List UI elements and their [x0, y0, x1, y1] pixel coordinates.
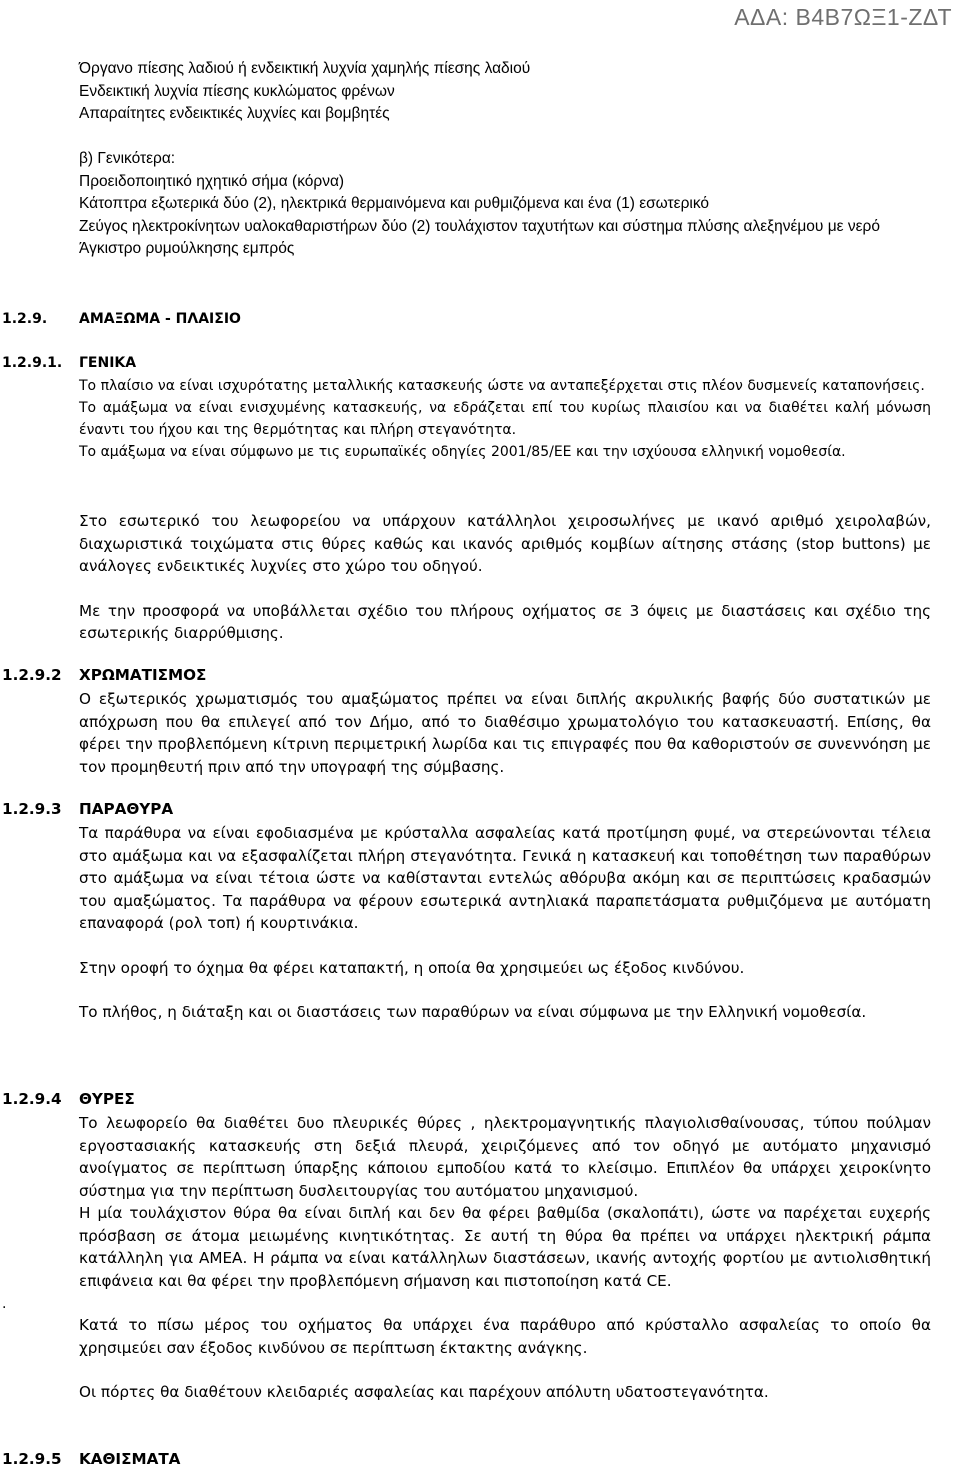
section-number: 1.2.9.3 — [2, 800, 62, 818]
section-body-1-2-9-1-large — [79, 510, 931, 645]
paragraph: Με την προσφορά να υποβάλλεται σχέδιο του πλήρους οχήματος σε 3 όψεις με διαστάσεις και σχέδιο της εσωτερικής διαρρύθμισης. — [79, 601, 931, 642]
paragraph: Στην οροφή το όχημα θα φέρει καταπακτή, η οποία θα χρησιμεύει ως έξοδος κινδύνου. — [79, 958, 745, 977]
list-item: Ενδεικτική λυχνία πίεσης κυκλώματος φρένων — [79, 82, 395, 100]
section-body-1-2-9-1 — [79, 375, 931, 463]
general-list — [79, 148, 931, 261]
section-heading-1-2-9 — [2, 308, 241, 330]
list-item: Ζεύγος ηλεκτροκίνητων υαλοκαθαριστήρων δύο (2) τουλάχιστον ταχυτήτων και σύστημα πλύσης αλεξηνέμου με νερό — [79, 217, 880, 235]
section-title: ΘΥΡΕΣ — [79, 1090, 135, 1108]
section-title: ΚΑΘΙΣΜΑΤΑ — [79, 1450, 181, 1468]
list-item: Προειδοποιητικό ηχητικό σήμα (κόρνα) — [79, 172, 345, 190]
paragraph: Το λεωφορείο θα διαθέτει δυο πλευρικές θύρες , ηλεκτρομαγνητικής πλαγιολισθαίνουσας, τύπου πούλμαν εργοστασιακής κατασκευής στη δεξιά πλευρά, χειριζόμενες από τον οδηγό με αυτόματο μηχανισμό ανοίγματος σε περίπτωση ύπαρξης κάποιου εμποδίου κατά το κλείσιμο. Επιπλέον θα υπάρχει χειροκίνητο σύστημα για την περίπτωση δυσλειτουργίας του αυτόματου μηχανισμού. — [79, 1114, 931, 1200]
section-heading-1-2-9-2 — [2, 664, 206, 686]
section-body-1-2-9-3 — [79, 822, 931, 1024]
paragraph: Το πλαίσιο να είναι ισχυρότατης μεταλλικής κατασκευής ώστε να ανταπεξέρχεται στις πλέον δυσμενείς καταπονήσεις. — [79, 378, 925, 394]
section-title: ΑΜΑΞΩΜΑ - ΠΛΑΙΣΙΟ — [79, 311, 241, 327]
paragraph: Η μία τουλάχιστον θύρα θα είναι διπλή και δεν θα φέρει βαθμίδα (σκαλοπάτι), ώστε να παρέχεται ευχερής πρόσβαση σε άτομα μειωμένης κινητικότητας. Σε αυτή τη θύρα θα πρέπει να υπάρχει ηλεκτρική ράμπα κατάλληλη για ΑΜΕΑ. Η ράμπα να είναι κατάλληλων διαστάσεων, ικανής αντοχής φορτίου με αντιολισθητική επιφάνεια και θα φέρει την προβλεπόμενη σήμανση και πιστοποίηση κατά CE. — [79, 1204, 931, 1290]
section-title: ΓΕΝΙΚΑ — [79, 355, 137, 371]
section-number: 1.2.9.5 — [2, 1450, 62, 1468]
paragraph: Κατά το πίσω μέρος του οχήματος θα υπάρχει ένα παράθυρο από κρύσταλλο ασφαλείας το οποίο θα χρησιμεύει σαν έξοδος κινδύνου σε περίπτωση έκτακτης ανάγκης. — [79, 1316, 931, 1357]
list-item: Άγκιστρο ρυμούλκησης εμπρός — [79, 240, 295, 257]
margin-mark: . — [2, 1296, 7, 1312]
section-title: ΠΑΡΑΘΥΡΑ — [79, 800, 174, 818]
equipment-list — [79, 58, 931, 126]
paragraph: Ο εξωτερικός χρωματισμός του αμαξώματος πρέπει να είναι διπλής ακρυλικής βαφής δύο συστατικών με απόχρωση που θα επιλεγεί από τον Δήμο, από το διαθέσιμο χρωματολόγιο του κατασκευαστή. Επίσης, θα φέρει την προβλεπόμενη κίτρινη περιμετρική λωρίδα και τις επιγραφές που θα καθοριστούν σε συνεννόηση με τον προμηθευτή πριν από την υπογραφή της σύμβασης. — [79, 690, 931, 776]
ada-code: ΑΔΑ: Β4Β7ΩΞ1-ΖΔΤ — [734, 4, 952, 30]
paragraph: Το αμάξωμα να είναι σύμφωνο με τις ευρωπαϊκές οδηγίες 2001/85/ΕΕ και την ισχύουσα ελληνική νομοθεσία. — [79, 444, 846, 460]
list-item: Όργανο πίεσης λαδιού ή ενδεικτική λυχνία χαμηλής πίεσης λαδιού — [79, 60, 531, 77]
paragraph: Στο εσωτερικό του λεωφορείου να υπάρχουν κατάλληλοι χειροσωλήνες με ικανό αριθμό χειρολαβών, διαχωριστικά τοιχώματα στις θύρες καθώς και ικανός αριθμός κομβίων αίτησης στάσης (stop buttons) με ανάλογες ενδεικτικές λυχνίες στο χώρο του οδηγού. — [79, 512, 931, 575]
section-heading-1-2-9-3 — [2, 798, 173, 820]
general-label: β) Γενικότερα: — [79, 150, 176, 167]
paragraph: Οι πόρτες θα διαθέτουν κλειδαριές ασφαλείας και παρέχουν απόλυτη υδατοστεγανότητα. — [79, 1383, 769, 1401]
section-heading-1-2-9-1 — [2, 352, 136, 374]
paragraph: Το αμάξωμα να είναι ενισχυμένης κατασκευής, να εδράζεται επί του κυρίως πλαισίου και να διαθέτει καλή μόνωση έναντι του ήχου και της θερμότητας και πλήρη στεγανότητα. — [79, 400, 931, 438]
paragraph: Τα παράθυρα να είναι εφοδιασμένα με κρύσταλλα ασφαλείας κατά προτίμηση φυμέ, να στερεώνονται τέλεια στο αμάξωμα και να εξασφαλίζεται πλήρη στεγανότητα. Γενικά η κατασκευή και τοποθέτηση των παραθύρων στο αμάξωμα να είναι τέτοια ώστε να καθίστανται εντελώς αθόρυβα ακόμη και σε περιπτώσεις κραδασμών του αμαξώματος. Τα παράθυρα να φέρουν εσωτερικά αντηλιακά παραπετάσματα ρυθμιζόμενα με αυτόματη επαναφορά (ρολ τοπ) ή κουρτινάκια. — [79, 824, 931, 932]
section-number: 1.2.9.4 — [2, 1090, 62, 1108]
section-number: 1.2.9. — [2, 311, 48, 327]
list-item: Κάτοπτρα εξωτερικά δύο (2), ηλεκτρικά θερμαινόμενα και ρυθμιζόμενα και ένα (1) εσωτερικό — [79, 195, 710, 212]
section-title: ΧΡΩΜΑΤΙΣΜΟΣ — [79, 666, 207, 684]
list-item: Απαραίτητες ενδεικτικές λυχνίες και βομβητές — [79, 105, 390, 122]
section-body-1-2-9-2 — [79, 688, 931, 778]
section-heading-1-2-9-4 — [2, 1088, 135, 1110]
section-number: 1.2.9.1. — [2, 355, 63, 371]
section-heading-1-2-9-5 — [2, 1448, 180, 1470]
paragraph: Το πλήθος, η διάταξη και οι διαστάσεις των παραθύρων να είναι σύμφωνα με την Ελληνική νομοθεσία. — [79, 1003, 867, 1021]
section-number: 1.2.9.2 — [2, 666, 62, 684]
section-body-1-2-9-4 — [79, 1112, 931, 1404]
